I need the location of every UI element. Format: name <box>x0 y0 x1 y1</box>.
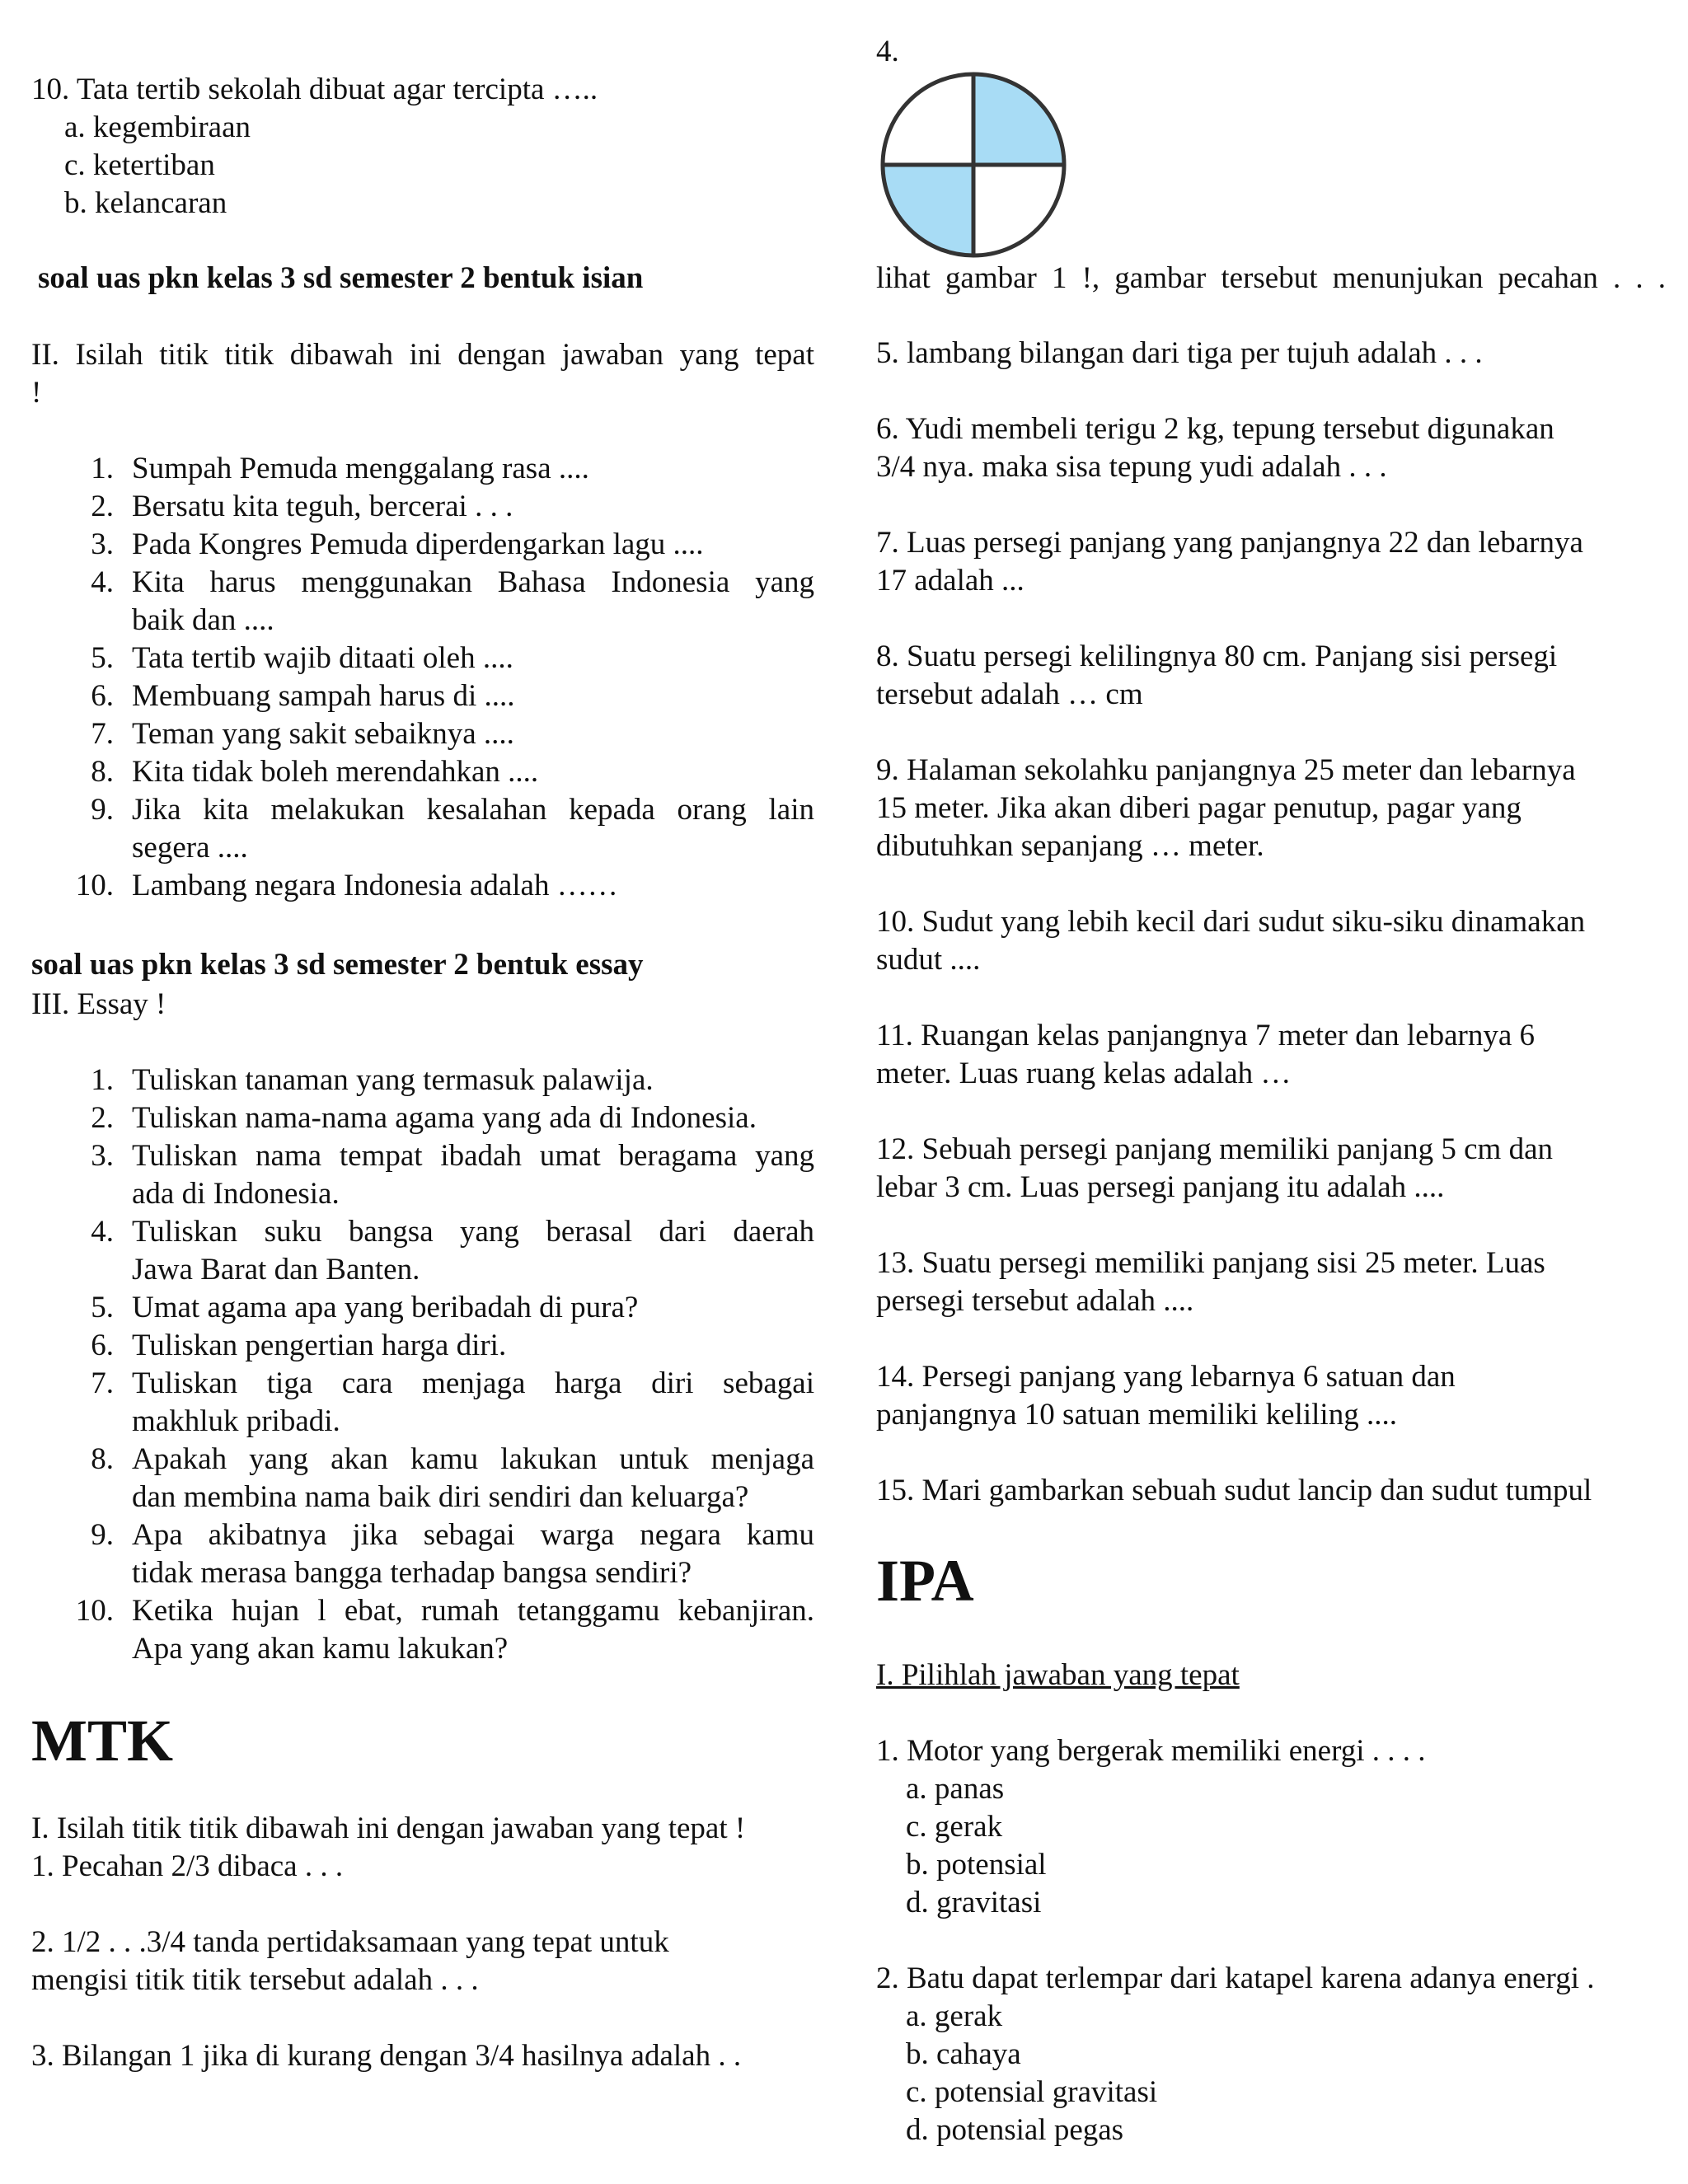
ipa-question-1: 1. Motor yang bergerak memiliki energi . . . . <box>876 1734 1426 1768</box>
option: b. potensial <box>906 1848 1047 1882</box>
list-number: 1. <box>91 1063 114 1097</box>
list-item: Teman yang sakit sebaiknya .... <box>132 717 514 751</box>
option: c. ketertiban <box>64 148 215 182</box>
mtk-question-15: 15. Mari gambarkan sebuah sudut lancip dan sudut tumpul <box>876 1474 1592 1507</box>
list-number: 8. <box>91 755 114 789</box>
mtk-question-8: 8. Suatu persegi kelilingnya 80 cm. Panjang sisi persegi <box>876 640 1558 673</box>
mtk-question-7: 7. Luas persegi panjang yang panjangnya 22 dan lebarnya <box>876 526 1583 560</box>
list-number: 2. <box>91 1101 114 1135</box>
option: a. panas <box>906 1772 1005 1806</box>
mtk-question-11-continued: meter. Luas ruang kelas adalah … <box>876 1057 1292 1090</box>
mtk-question-2: 2. 1/2 . . .3/4 tanda pertidaksamaan yang tepat untuk <box>31 1925 669 1959</box>
mtk-question-2-continued: mengisi titik titik tersebut adalah . . . <box>31 1963 479 1997</box>
list-item: Ketika hujan l ebat, rumah tetanggamu kebanjiran. <box>132 1594 814 1628</box>
option: b. kelancaran <box>64 186 227 220</box>
list-number: 7. <box>91 1366 114 1400</box>
list-number: 8. <box>91 1442 114 1476</box>
mtk-question-10: 10. Sudut yang lebih kecil dari sudut siku-siku dinamakan <box>876 905 1586 939</box>
list-item: Tata tertib wajib ditaati oleh .... <box>132 641 513 675</box>
list-item: Tuliskan suku bangsa yang berasal dari daerah <box>132 1215 814 1249</box>
mtk-question-1: 1. Pecahan 2/3 dibaca . . . <box>31 1849 344 1883</box>
list-item: Lambang negara Indonesia adalah …… <box>132 869 618 902</box>
option: d. potensial pegas <box>906 2113 1124 2147</box>
option: c. gerak <box>906 1810 1003 1844</box>
list-number: 10. <box>75 1594 114 1628</box>
list-item-continued: dan membina nama baik diri sendiri dan keluarga? <box>132 1480 749 1514</box>
list-number: 7. <box>91 717 114 751</box>
option: a. gerak <box>906 1999 1003 2033</box>
list-item-continued: ada di Indonesia. <box>132 1177 340 1211</box>
list-item-continued: makhluk pribadi. <box>132 1404 340 1438</box>
list-number: 4. <box>91 1215 114 1249</box>
mtk-question-6-continued: 3/4 nya. maka sisa tepung yudi adalah . . . <box>876 450 1387 484</box>
list-number: 2. <box>91 490 114 523</box>
ipa-question-2: 2. Batu dapat terlempar dari katapel karena adanya energi . <box>876 1961 1595 1995</box>
list-item: Bersatu kita teguh, bercerai . . . <box>132 490 513 523</box>
option: c. potensial gravitasi <box>906 2075 1158 2109</box>
list-number: 3. <box>91 1139 114 1173</box>
list-number: 1. <box>91 452 114 485</box>
mtk-question-8-continued: tersebut adalah … cm <box>876 677 1143 711</box>
list-number: 5. <box>91 1291 114 1324</box>
list-item-continued: tidak merasa bangga terhadap bangsa sendiri? <box>132 1556 692 1590</box>
mtk-question-10-continued: sudut .... <box>876 943 981 977</box>
essay-title: III. Essay ! <box>31 987 166 1021</box>
option: d. gravitasi <box>906 1886 1042 1919</box>
list-number: 3. <box>91 527 114 561</box>
mtk-question-13: 13. Suatu persegi memiliki panjang sisi 25 meter. Luas <box>876 1246 1545 1280</box>
mtk-question-5: 5. lambang bilangan dari tiga per tujuh adalah . . . <box>876 336 1483 370</box>
section-2-instruction: II. Isilah titik titik dibawah ini dengan jawaban yang tepat <box>31 338 814 372</box>
list-number: 4. <box>91 565 114 599</box>
list-item: Umat agama apa yang beribadah di pura? <box>132 1291 639 1324</box>
ipa-instruction: I. Pilihlah jawaban yang tepat <box>876 1658 1240 1692</box>
mtk-question-13-continued: persegi tersebut adalah .... <box>876 1284 1194 1318</box>
option: a. kegembiraan <box>64 110 251 144</box>
list-item: Apakah yang akan kamu lakukan untuk menjaga <box>132 1442 814 1476</box>
mtk-question-12-continued: lebar 3 cm. Luas persegi panjang itu adalah .... <box>876 1170 1445 1204</box>
list-item-continued: Jawa Barat dan Banten. <box>132 1253 420 1286</box>
list-number: 6. <box>91 1329 114 1362</box>
list-item: Tuliskan tiga cara menjaga harga diri sebagai <box>132 1366 814 1400</box>
mtk-question-9: 9. Halaman sekolahku panjangnya 25 meter dan lebarnya <box>876 753 1576 787</box>
mtk-question-4-label: 4. <box>876 35 899 68</box>
ipa-title: IPA <box>876 1548 974 1614</box>
list-item: Jika kita melakukan kesalahan kepada orang lain <box>132 793 814 827</box>
list-item-continued: segera .... <box>132 831 248 865</box>
mtk-question-14: 14. Persegi panjang yang lebarnya 6 satuan dan <box>876 1360 1456 1394</box>
mtk-question-12: 12. Sebuah persegi panjang memiliki panjang 5 cm dan <box>876 1132 1553 1166</box>
list-item: Pada Kongres Pemuda diperdengarkan lagu .... <box>132 527 704 561</box>
mtk-question-9-continued: dibutuhkan sepanjang … meter. <box>876 829 1264 863</box>
list-number: 9. <box>91 793 114 827</box>
section-2-instruction-end: ! <box>31 376 42 410</box>
list-item: Tuliskan pengertian harga diri. <box>132 1329 507 1362</box>
mtk-question-9-continued: 15 meter. Jika akan diberi pagar penutup, pagar yang <box>876 791 1522 825</box>
option: b. cahaya <box>906 2037 1021 2071</box>
mtk-question-3: 3. Bilangan 1 jika di kurang dengan 3/4 hasilnya adalah . . <box>31 2039 742 2073</box>
mtk-instruction: I. Isilah titik titik dibawah ini dengan jawaban yang tepat ! <box>31 1811 746 1845</box>
mtk-question-6: 6. Yudi membeli terigu 2 kg, tepung tersebut digunakan <box>876 412 1554 446</box>
list-number: 5. <box>91 641 114 675</box>
list-number: 6. <box>91 679 114 713</box>
list-item-continued: Apa yang akan kamu lakukan? <box>132 1632 509 1666</box>
fraction-circle-figure <box>879 71 1067 259</box>
mtk-question-7-continued: 17 adalah ... <box>876 564 1025 598</box>
pkn-question-10: 10. Tata tertib sekolah dibuat agar tercipta ….. <box>31 73 598 106</box>
mtk-question-11: 11. Ruangan kelas panjangnya 7 meter dan lebarnya 6 <box>876 1019 1535 1052</box>
list-item: Sumpah Pemuda menggalang rasa .... <box>132 452 589 485</box>
list-item: Membuang sampah harus di .... <box>132 679 515 713</box>
mtk-question-14-continued: panjangnya 10 satuan memiliki keliling .... <box>876 1398 1397 1432</box>
essay-heading: soal uas pkn kelas 3 sd semester 2 bentuk essay <box>31 948 644 982</box>
list-item: Tuliskan nama tempat ibadah umat beragama yang <box>132 1139 814 1173</box>
list-number: 10. <box>75 869 114 902</box>
list-item-continued: baik dan .... <box>132 603 274 637</box>
list-item: Kita tidak boleh merendahkan .... <box>132 755 539 789</box>
list-item: Apa akibatnya jika sebagai warga negara kamu <box>132 1518 814 1552</box>
mtk-question-4: lihat gambar 1 !, gambar tersebut menunjukan pecahan . . . <box>876 261 1666 295</box>
mtk-title: MTK <box>31 1708 173 1774</box>
isian-heading: soal uas pkn kelas 3 sd semester 2 bentuk isian <box>38 261 644 295</box>
list-number: 9. <box>91 1518 114 1552</box>
list-item: Tuliskan nama-nama agama yang ada di Indonesia. <box>132 1101 757 1135</box>
list-item: Kita harus menggunakan Bahasa Indonesia yang <box>132 565 814 599</box>
list-item: Tuliskan tanaman yang termasuk palawija. <box>132 1063 654 1097</box>
